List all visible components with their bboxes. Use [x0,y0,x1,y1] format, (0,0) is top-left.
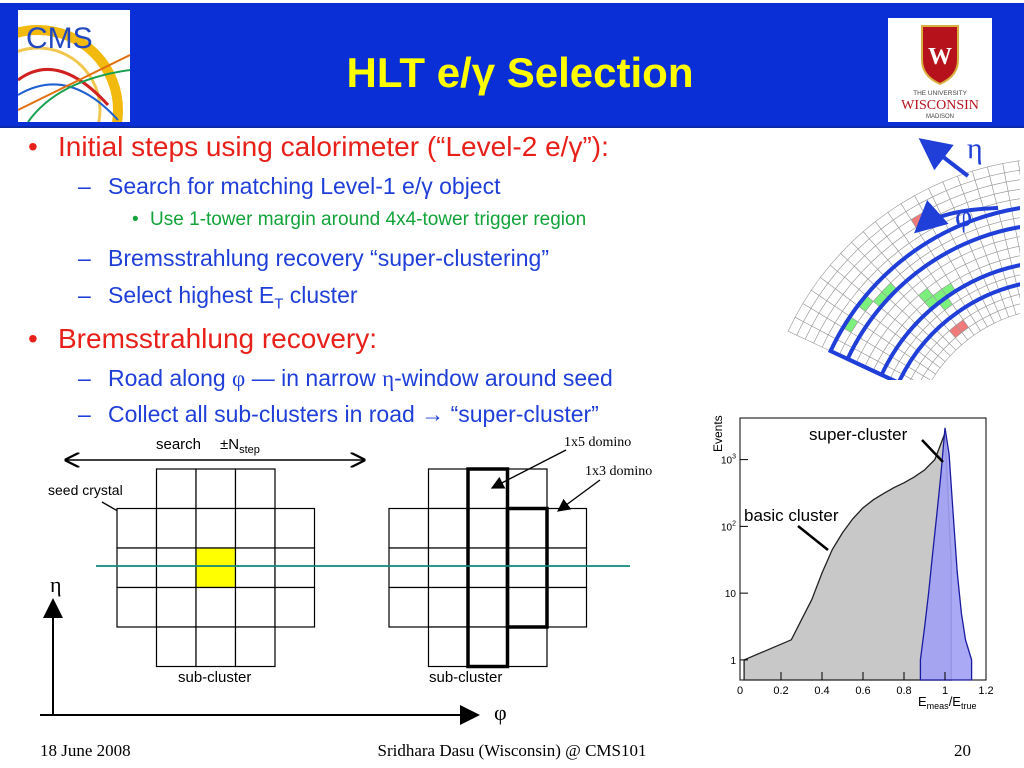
phi-axis-label: φ [494,700,507,725]
footer-date: 18 June 2008 [40,741,131,760]
crystal-cell [508,588,548,628]
crystal-cell [429,588,469,628]
crystal-cell [429,509,469,549]
bullet-1-3: – Select highest $E_T$ cluster [78,282,358,313]
y-tick-label: $10^3$ [720,453,736,467]
crystal-cell [389,588,429,628]
wisconsin-line3: MADISON [925,114,955,120]
x-tick-label: 0 [736,685,744,697]
crystal-cell [429,548,469,588]
x-tick-label: 0.4 [814,685,830,697]
bullet-1-1-1-text: Use 1-tower margin around 4x4-tower trigger region [150,209,587,230]
x-tick-label: 0.8 [896,685,912,697]
crystal-cell [157,588,197,628]
eta-label: η [967,132,983,165]
y-axis-label: Events [711,415,725,452]
bullet-1: • Initial steps using calorimeter (“Level-2 e/γ”): [28,131,609,162]
bullet-1-3-text-pre: Select highest E [108,282,275,308]
crystal-cell [468,588,508,628]
bullet-2-2-b: “super-cluster” [444,401,599,427]
sub-cluster-left-label: sub-cluster [178,669,252,686]
crystal-cell [275,588,315,628]
bullet-1-1-1: • Use 1-tower margin around 4x4-tower trigger region [132,209,587,230]
svg-text:W: W [928,44,952,70]
wisconsin-logo [888,18,992,122]
crystal-cell [157,627,197,667]
crystal-cell [547,548,587,588]
crystal-cell [157,509,197,549]
crystal-cell [429,627,469,667]
crystal-cell [117,548,157,588]
cms-logo [18,10,130,122]
crystal-cell [196,627,236,667]
sub-cluster-right-label: sub-cluster [429,669,503,686]
wisconsin-line1: THE UNIVERSITY [913,90,967,97]
super-cluster-diagram [30,432,710,732]
crystal-cell [389,509,429,549]
crystal-cell [117,588,157,628]
cms-logo-text: CMS [26,22,93,55]
crystal-cell [547,509,587,549]
bullet-2-2-arrow: → [421,402,445,427]
crystal-cell [157,548,197,588]
crystal-cell [508,627,548,667]
bullet-1-text: Initial steps using calorimeter (“Level-2 e/γ”): [58,131,609,162]
footer-author: Sridhara Dasu (Wisconsin) @ CMS101 [377,741,647,760]
seed-crystal [196,548,236,588]
phi-label: φ [955,200,973,233]
bullet-2-1: – Road along φ — in narrow η-window around seed [78,365,613,391]
bullet-2-1-phi: φ [232,366,246,391]
x-tick-label: 1 [941,685,949,697]
bullet-2-2-a: Collect all sub-clusters in road [108,401,422,427]
bullet-2-1-b: — in narrow [245,365,383,391]
x-tick-label: 0.6 [855,685,871,697]
annotation-basic-cluster: basic cluster [744,506,839,525]
x-axis-label: $E_{meas}/E_{true}$ [918,694,977,711]
eta-arrow [925,143,968,176]
crystal-cell [468,627,508,667]
crystal-cell [236,588,276,628]
crystal-cell [547,588,587,628]
crystal-cell [429,469,469,509]
nstep-label: $\pm N_{step}$ [220,436,260,456]
domino-1x5-label: 1x5 domino [564,435,632,450]
domino-1x3-label: 1x3 domino [585,464,653,479]
page-number: 20 [954,741,971,760]
crystal-cell [196,588,236,628]
bullet-1-3-text-post: cluster [283,282,358,308]
sub-cluster-grid-left [117,469,315,667]
y-tick-label: $10^2$ [720,520,736,534]
crystal-cell [468,469,508,509]
x-tick-label: 1.2 [978,685,994,697]
crystal-cell [236,548,276,588]
title-bar [0,0,1024,128]
crystal-cell [117,509,157,549]
detector-diagram [730,118,1020,380]
crystal-cell [468,509,508,549]
crystal-cell [508,509,548,549]
crystal-cell [236,469,276,509]
eta-axis-label: η [50,572,62,597]
bullet-1-1-text: Search for matching Level-1 e/γ object [108,173,501,199]
seed-crystal-label: seed crystal [48,482,123,498]
x-tick-label: 0.2 [773,685,789,697]
y-tick-label: 1 [730,655,736,667]
crystal-cell [508,469,548,509]
bullet-1-1: – Search for matching Level-1 e/γ object [78,173,501,199]
bullet-1-2: – Bremsstrahlung recovery “super-clustering” [78,245,549,271]
domino-1x3-pointer [558,480,600,511]
y-tick-label: 10 [724,589,736,601]
crystal-cell [196,469,236,509]
bullet-1-2-text: Bremsstrahlung recovery “super-clustering” [108,245,549,271]
crystal-cell [468,548,508,588]
bullet-2: • Bremsstrahlung recovery: [28,323,378,354]
crystal-cell [275,509,315,549]
search-label: search [156,436,202,453]
bullet-1-3-sub: T [274,295,284,313]
crystal-cell [389,548,429,588]
wisconsin-line2: WISCONSIN [901,98,979,113]
crystal-cell [508,548,548,588]
slide-title: HLT e/γ Selection [346,49,694,96]
bullet-2-1-eta: η [382,366,395,391]
bullet-2-1-a: Road along [108,365,233,391]
crystal-cell [157,469,197,509]
annotation-super-cluster: super-cluster [809,425,908,444]
bullet-2-2: – Collect all sub-clusters in road → “super-cluster” [78,401,599,427]
energy-ratio-histogram [700,400,1000,714]
crystal-cell [275,548,315,588]
crystal-cell [236,627,276,667]
bullet-2-1-c: -window around seed [394,365,613,391]
bullet-2-text: Bremsstrahlung recovery: [58,323,378,354]
crystal-cell [196,509,236,549]
sub-cluster-grid-right [389,469,587,667]
crystal-cell [236,509,276,549]
